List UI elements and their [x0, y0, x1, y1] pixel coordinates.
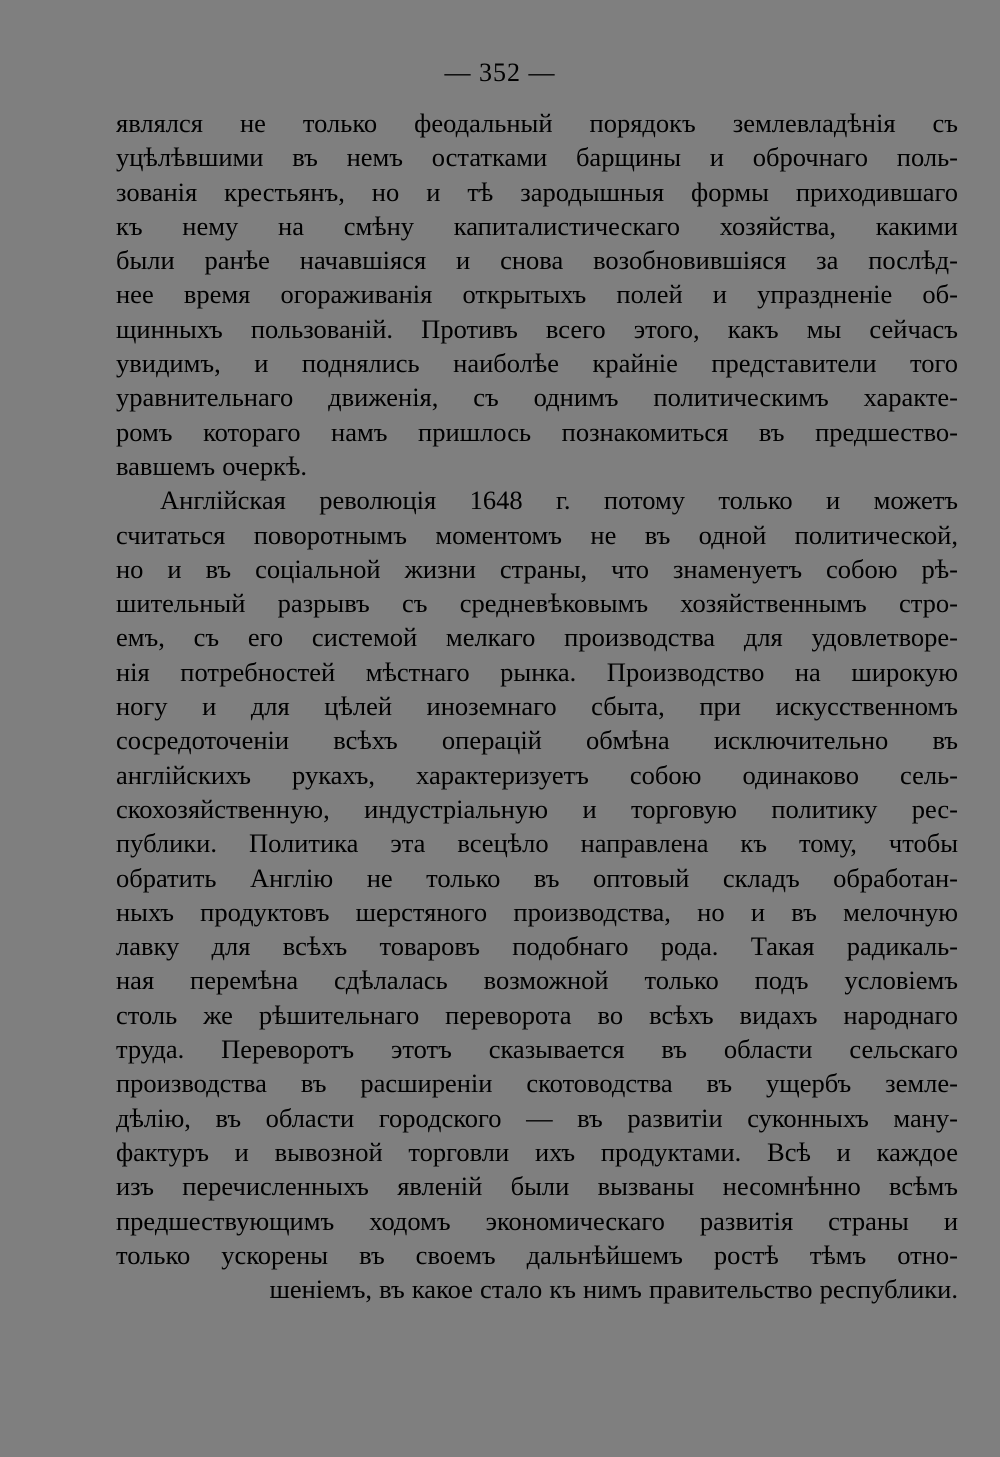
text-line: производства въ расширеніи скотоводства въ ущербъ земле-: [116, 1068, 958, 1099]
text-line: ногу и для цѣлей иноземнаго сбыта, при искусственномъ: [116, 691, 958, 722]
text-line: только ускорены въ своемъ дальнѣйшемъ ростѣ тѣмъ отно-: [116, 1239, 958, 1270]
text-line: ромъ котораго намъ пришлось познакомиться въ предшество-: [116, 416, 958, 447]
text-line: щинныхъ пользованій. Противъ всего этого, какъ мы сейчасъ: [116, 313, 958, 344]
text-line: сосредоточеніи всѣхъ операцій обмѣна исключительно въ: [116, 725, 958, 756]
text-line: скохозяйственную, индустріальную и торговую политику рес-: [116, 793, 958, 824]
text-line: Англійская революція 1648 г. потому только и можетъ: [160, 485, 958, 516]
text-line: нія потребностей мѣстнаго рынка. Производство на широкую: [116, 656, 958, 687]
text-line: дѣлію, въ области городского — въ развитіи суконныхъ ману-: [116, 1102, 958, 1133]
text-line: считаться поворотнымъ моментомъ не въ одной политической,: [116, 519, 958, 550]
page-number: — 352 —: [444, 58, 556, 87]
text-line: нее время огораживанія открытыхъ полей и упраздненіе об-: [116, 279, 958, 310]
paragraph-1: [116, 106, 958, 483]
text-line: шеніемъ, въ какое стало къ нимъ правительство республики.: [269, 1274, 958, 1305]
text-line: обратить Англію не только въ оптовый складъ обработан-: [116, 862, 958, 893]
text-line: но и въ соціальной жизни страны, что знаменуетъ собою рѣ-: [116, 553, 958, 584]
text-line: зованія крестьянъ, но и тѣ зародышныя формы приходившаго: [116, 176, 958, 207]
text-line: публики. Политика эта всецѣло направлена къ тому, чтобы: [116, 828, 958, 859]
text-line: вавшемъ очеркѣ.: [116, 450, 307, 481]
paragraph-2: [116, 483, 958, 1306]
text-line: шительный разрывъ съ средневѣковымъ хозяйственнымъ стро-: [116, 588, 958, 619]
text-line: уравнительнаго движенія, съ однимъ политическимъ характе-: [116, 382, 958, 413]
text-line: лавку для всѣхъ товаровъ подобнаго рода. Такая радикаль-: [116, 931, 958, 962]
text-line: увидимъ, и поднялись наиболѣе крайніе представители того: [116, 348, 958, 379]
text-line: ныхъ продуктовъ шерстяного производства, но и въ мелочную: [116, 896, 958, 927]
text-line: ная перемѣна сдѣлалась возможной только подъ условіемъ: [116, 965, 958, 996]
text-line: уцѣлѣвшими въ немъ остатками барщины и оброчнаго поль-: [116, 142, 958, 173]
page-body: [116, 106, 958, 1306]
text-line: столь же рѣшительнаго переворота во всѣхъ видахъ народнаго: [116, 999, 958, 1030]
text-line: были ранѣе начавшіяся и снова возобновившіяся за послѣд-: [116, 245, 958, 276]
text-line: емъ, съ его системой мелкаго производства для удовлетворе-: [116, 622, 958, 653]
text-line: къ нему на смѣну капиталистическаго хозяйства, какими: [116, 210, 958, 241]
text-line: изъ перечисленныхъ явленій были вызваны несомнѣнно всѣмъ: [116, 1171, 958, 1202]
text-line: являлся не только феодальный порядокъ землевладѣнія съ: [116, 108, 958, 138]
text-line: предшествующимъ ходомъ экономическаго развитія страны и: [116, 1205, 958, 1236]
text-line: труда. Переворотъ этотъ сказывается въ области сельскаго: [116, 1034, 958, 1065]
text-line: фактуръ и вывозной торговли ихъ продуктами. Всѣ и каждое: [116, 1136, 958, 1167]
text-line: англійскихъ рукахъ, характеризуетъ собою одинаково сель-: [116, 759, 958, 790]
